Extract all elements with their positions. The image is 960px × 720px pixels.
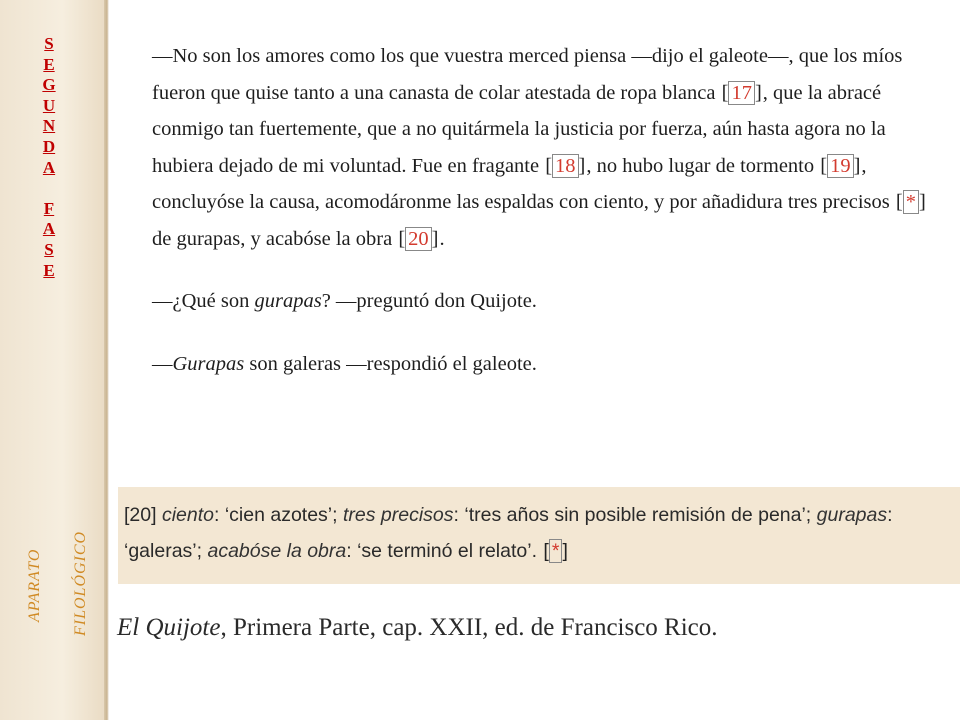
- title-letter: S: [44, 239, 54, 259]
- quote-paragraph: [152, 38, 932, 257]
- footnote-reference-number: 19: [827, 154, 854, 178]
- text-run: .: [439, 227, 445, 250]
- text-run: , que la abracé conmigo tan fuertemente, que a no quitármela la justicia por fuerza, aún hasta agora no la hubiera dejado de mi voluntad. Fue en fragante: [152, 81, 886, 177]
- title-letter: A: [42, 219, 56, 239]
- footnote-reference-number: 17: [728, 81, 755, 105]
- text-run: , no hubo lugar de tormento: [586, 154, 820, 177]
- quote-paragraph: [152, 346, 932, 383]
- italic-term: gurapas: [254, 290, 322, 312]
- quote-excerpt: [152, 38, 932, 382]
- text-run: : ‘tres años sin posible remisión de pena’;: [453, 504, 817, 526]
- italic-term: ciento: [161, 504, 214, 526]
- footnote-reference-number: 18: [552, 154, 579, 178]
- text-run: —No son los amores como los que vuestra merced piensa —dijo el galeote—, que los míos fueron que quise tanto a una canasta de colar atestada de ropa blanca: [152, 45, 903, 104]
- title-letter: D: [42, 136, 56, 156]
- footnote-reference-link[interactable]: [ * ]: [895, 191, 926, 213]
- text-run: : ‘galeras’;: [124, 504, 893, 562]
- title-letter: U: [42, 95, 56, 115]
- text-run: : ‘se terminó el relato’.: [346, 540, 543, 562]
- italic-term: Gurapas: [172, 352, 245, 375]
- footnote-reference-number: 20: [405, 227, 432, 251]
- footnote-reference-link[interactable]: [ * ]: [543, 540, 568, 562]
- footnote-reference-link[interactable]: [ 19 ]: [820, 154, 861, 177]
- footnote-reference-link[interactable]: [ 20 ]: [398, 227, 439, 250]
- text-run: ? —preguntó don Quijote.: [321, 290, 537, 312]
- footnote-reference-link[interactable]: [ 18 ]: [545, 154, 586, 177]
- sidebar-label-filologico: FILOLÓGICO: [72, 530, 89, 636]
- title-letter: S: [44, 34, 54, 53]
- sidebar-label-aparato: APARATO: [26, 548, 43, 622]
- source-caption: [117, 614, 718, 642]
- footnote-box: [118, 487, 960, 584]
- text-run: de gurapas, y acabóse la obra: [152, 227, 398, 250]
- italic-term: tres precisos: [342, 504, 454, 526]
- title-letter: E: [43, 260, 55, 280]
- section-title-vertical[interactable]: [35, 34, 63, 281]
- text-run: : ‘cien azotes’;: [214, 504, 343, 526]
- quote-paragraph: [152, 283, 932, 320]
- caption-work-title: El Quijote: [117, 614, 221, 641]
- text-run: —: [152, 352, 173, 375]
- title-letter: N: [42, 116, 56, 136]
- title-letter: A: [42, 157, 56, 177]
- sidebar-divider: [104, 0, 109, 720]
- footnote-reference-number: *: [903, 190, 919, 214]
- title-letter: F: [43, 198, 55, 218]
- text-run: son galeras —respondió el galeote.: [244, 352, 537, 375]
- italic-term: gurapas: [816, 504, 888, 526]
- caption-edition: , Primera Parte, cap. XXII, ed. de Francisco Rico.: [220, 614, 718, 641]
- title-gap: [35, 178, 63, 199]
- footnote-reference-link[interactable]: [ 17 ]: [721, 81, 762, 104]
- title-letter: E: [43, 54, 55, 74]
- title-letter: G: [42, 75, 56, 95]
- text-run: [20]: [124, 504, 162, 526]
- text-run: —¿Qué son: [152, 290, 255, 312]
- footnote-reference-number: *: [549, 539, 563, 563]
- text-run: , concluyóse la causa, acomodáronme las espaldas con ciento, y por añadidura tres precisos: [152, 154, 895, 213]
- italic-term: acabóse la obra: [207, 540, 347, 562]
